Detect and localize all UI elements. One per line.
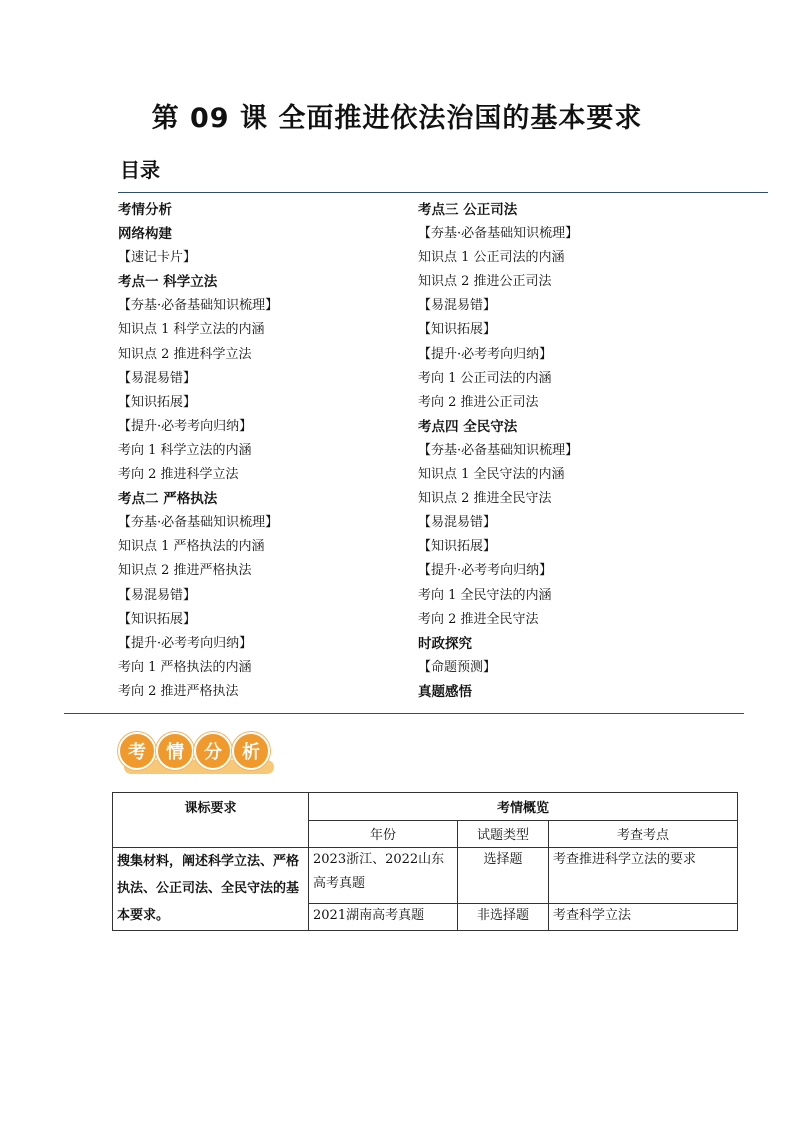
toc-item[interactable]: 【夯基·必备基础知识梳理】 bbox=[418, 226, 579, 242]
toc-item[interactable]: 【提升·必考考向归纳】 bbox=[118, 418, 253, 434]
header-requirement: 课标要求 bbox=[113, 793, 309, 848]
toc-item[interactable]: 考向 2 推进公正司法 bbox=[418, 394, 539, 410]
toc-item[interactable]: 【速记卡片】 bbox=[118, 250, 197, 266]
toc-item[interactable]: 考向 1 全民守法的内涵 bbox=[418, 587, 552, 603]
exam-analysis-table bbox=[112, 792, 738, 931]
toc-item[interactable]: 【提升·必考考向归纳】 bbox=[418, 346, 553, 362]
toc-item[interactable]: 时政探究 bbox=[418, 635, 472, 652]
toc-item[interactable]: 【夯基·必备基础知识梳理】 bbox=[418, 442, 579, 458]
badge-char: 析 bbox=[232, 732, 270, 770]
toc-item[interactable]: 【提升·必考考向归纳】 bbox=[418, 563, 553, 579]
toc-item[interactable]: 【易混易错】 bbox=[418, 298, 497, 314]
toc-left-column bbox=[118, 198, 418, 704]
toc-item[interactable]: 知识点 2 推进科学立法 bbox=[118, 346, 252, 362]
toc-item[interactable]: 知识点 2 推进全民守法 bbox=[418, 491, 552, 507]
toc-item[interactable]: 考点四 全民守法 bbox=[418, 418, 518, 435]
toc-right-column bbox=[418, 198, 718, 704]
toc-item[interactable]: 网络构建 bbox=[118, 226, 172, 243]
toc-item[interactable]: 【知识拓展】 bbox=[118, 394, 197, 410]
header-overview: 考情概览 bbox=[309, 793, 738, 821]
toc-top-divider bbox=[118, 192, 768, 193]
toc-item[interactable]: 考向 2 推进科学立法 bbox=[118, 467, 239, 483]
toc-item[interactable]: 知识点 1 全民守法的内涵 bbox=[418, 467, 565, 483]
row-type: 选择题 bbox=[458, 848, 549, 904]
toc-item[interactable]: 【知识拓展】 bbox=[418, 322, 497, 338]
toc-item[interactable]: 考点一 科学立法 bbox=[118, 274, 218, 291]
toc-item[interactable]: 【提升·必考考向归纳】 bbox=[118, 635, 253, 651]
toc-item[interactable]: 考情分析 bbox=[118, 202, 172, 218]
requirement-cell: 搜集材料，阐述科学立法、严格执法、公正司法、全民守法的基本要求。 bbox=[113, 848, 309, 931]
toc-item[interactable]: 考向 2 推进全民守法 bbox=[418, 611, 539, 627]
header-year: 年份 bbox=[309, 821, 458, 848]
toc-item[interactable]: 【易混易错】 bbox=[418, 515, 497, 531]
toc-item[interactable]: 考向 2 推进严格执法 bbox=[118, 683, 239, 699]
toc-item[interactable]: 【知识拓展】 bbox=[118, 611, 197, 627]
toc-item[interactable]: 【易混易错】 bbox=[118, 587, 197, 603]
toc-item[interactable]: 考点三 公正司法 bbox=[418, 202, 518, 218]
toc-item[interactable]: 【命题预测】 bbox=[418, 659, 497, 675]
toc-item[interactable]: 知识点 1 公正司法的内涵 bbox=[418, 250, 565, 266]
toc-item[interactable]: 考向 1 公正司法的内涵 bbox=[418, 370, 552, 386]
toc-item[interactable]: 知识点 2 推进公正司法 bbox=[418, 274, 552, 290]
toc-item[interactable]: 知识点 2 推进严格执法 bbox=[118, 563, 252, 579]
row-point: 考查科学立法 bbox=[549, 904, 738, 931]
badge-char: 分 bbox=[194, 732, 232, 770]
toc-heading: 目录 bbox=[120, 158, 160, 182]
page-title: 第 09 课 全面推进依法治国的基本要求 bbox=[151, 103, 643, 134]
toc-item[interactable]: 考点二 严格执法 bbox=[118, 491, 218, 508]
toc-item[interactable]: 知识点 1 科学立法的内涵 bbox=[118, 322, 265, 338]
toc-item[interactable]: 【夯基·必备基础知识梳理】 bbox=[118, 515, 279, 531]
toc-item[interactable]: 考向 1 严格执法的内涵 bbox=[118, 659, 252, 675]
row-point: 考查推进科学立法的要求 bbox=[549, 848, 738, 904]
badge-char: 情 bbox=[156, 732, 194, 770]
badge-char: 考 bbox=[118, 732, 156, 770]
toc-item[interactable]: 知识点 1 严格执法的内涵 bbox=[118, 539, 265, 555]
toc-item[interactable]: 【易混易错】 bbox=[118, 370, 197, 386]
toc-bottom-divider bbox=[64, 713, 744, 714]
section-badge-exam-analysis bbox=[118, 730, 278, 780]
toc-item[interactable]: 考向 1 科学立法的内涵 bbox=[118, 442, 252, 458]
header-exam-point: 考查考点 bbox=[549, 821, 738, 848]
toc-item[interactable]: 【夯基·必备基础知识梳理】 bbox=[118, 298, 279, 314]
toc-item[interactable]: 【知识拓展】 bbox=[418, 539, 497, 555]
toc-item[interactable]: 真题感悟 bbox=[418, 683, 472, 700]
row-year: 2023浙江、2022山东高考真题 bbox=[309, 848, 458, 904]
header-question-type: 试题类型 bbox=[458, 821, 549, 848]
row-type: 非选择题 bbox=[458, 904, 549, 931]
row-year: 2021湖南高考真题 bbox=[309, 904, 458, 931]
